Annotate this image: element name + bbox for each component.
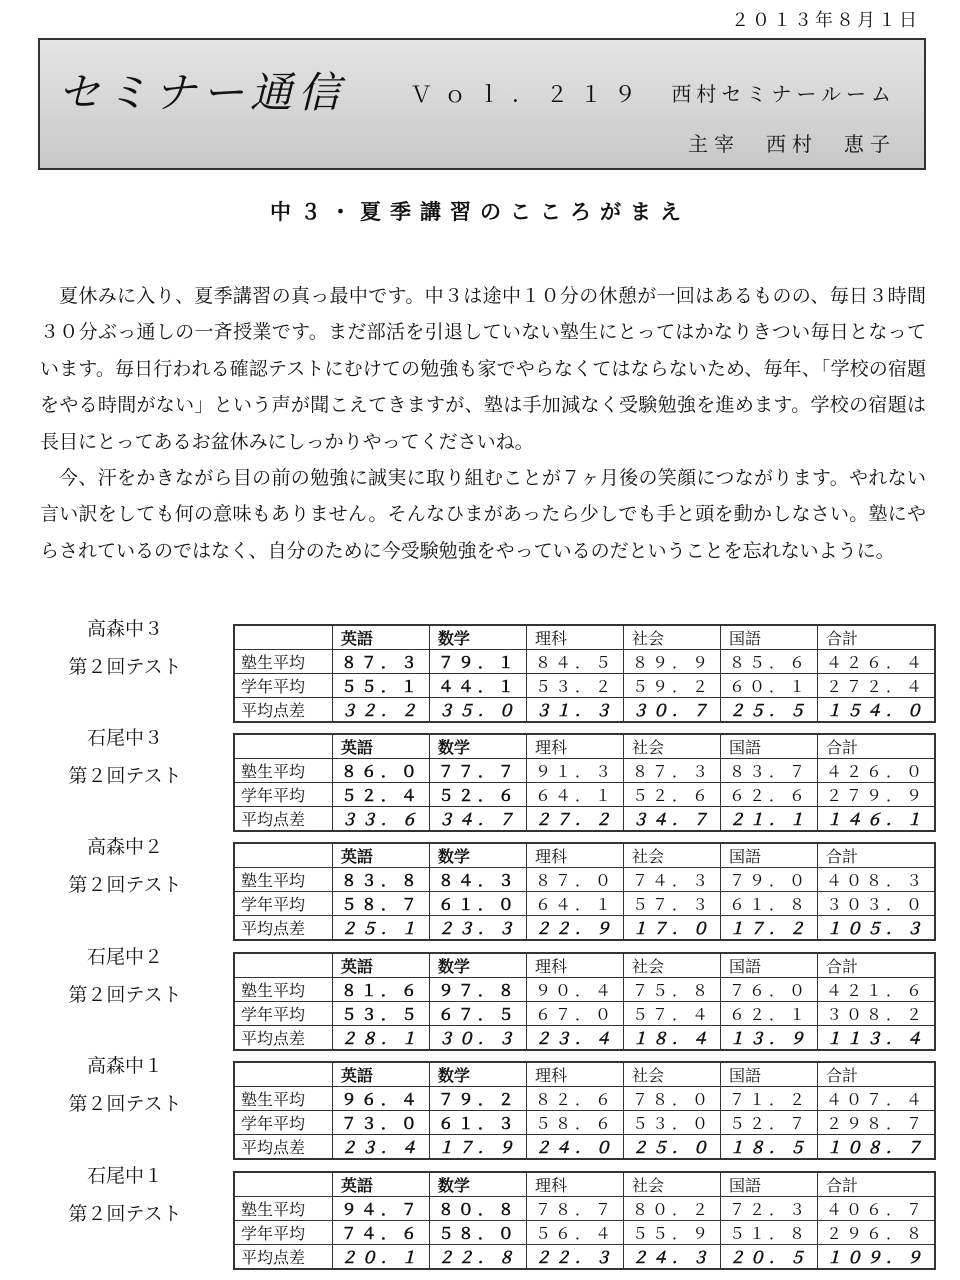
- score-cell: ３０３．０: [817, 892, 935, 916]
- score-cell: ２８．１: [332, 1026, 429, 1051]
- section-label: [40, 1047, 210, 1123]
- score-cell: ５３．０: [623, 1111, 720, 1135]
- score-cell: ２０．５: [720, 1245, 817, 1270]
- issue-date: ２０１３年８月１日: [731, 10, 920, 31]
- row-label: 平均点差: [234, 916, 332, 941]
- score-cell: ７９．１: [429, 650, 526, 674]
- column-header: 英語: [332, 1062, 429, 1087]
- column-header: 英語: [332, 734, 429, 759]
- column-header: 合計: [817, 953, 935, 978]
- score-cell: ４２１．６: [817, 978, 935, 1002]
- score-cell: ４４．１: [429, 674, 526, 698]
- score-cell: ９４．７: [332, 1197, 429, 1221]
- score-cell: ５２．７: [720, 1111, 817, 1135]
- score-cell: １０５．３: [817, 916, 935, 941]
- score-cell: ２５．１: [332, 916, 429, 941]
- row-label: 学年平均: [234, 1111, 332, 1135]
- table-row: [234, 674, 935, 698]
- corner-cell: [234, 1172, 332, 1197]
- score-cell: ７５．８: [623, 978, 720, 1002]
- score-cell: ８９．９: [623, 650, 720, 674]
- score-cell: ７３．０: [332, 1111, 429, 1135]
- score-cell: ２５．５: [720, 698, 817, 723]
- column-header: 数学: [429, 953, 526, 978]
- table-header-row: [234, 953, 935, 978]
- column-header: 国語: [720, 734, 817, 759]
- score-cell: ３２．２: [332, 698, 429, 723]
- section-label: [40, 828, 210, 904]
- table-row: [234, 1135, 935, 1160]
- score-cell: ６４．１: [526, 892, 623, 916]
- score-cell: ３５．０: [429, 698, 526, 723]
- score-section: [40, 610, 936, 718]
- score-cell: ５５．９: [623, 1221, 720, 1245]
- test-name: 第２回テスト: [68, 1093, 182, 1115]
- section-label: [40, 1157, 210, 1233]
- score-cell: １０８．７: [817, 1135, 935, 1160]
- score-cell: ８７．３: [623, 759, 720, 783]
- score-cell: ８０．２: [623, 1197, 720, 1221]
- row-label: 平均点差: [234, 807, 332, 832]
- row-label: 平均点差: [234, 698, 332, 723]
- score-cell: ６７．０: [526, 1002, 623, 1026]
- test-name: 第２回テスト: [68, 984, 182, 1006]
- score-cell: ８７．３: [332, 650, 429, 674]
- column-header: 国語: [720, 953, 817, 978]
- paragraph: 今、汗をかきながら目の前の勉強に誠実に取り組むことが７ヶ月後の笑顔につながります。やれない言い訳をしても何の意味もありません。そんなひまがあったら少しでも手と頭を動かしなさい。塾にやらされているのではなく、自分のために今受験勉強をやっているのだということを忘れないように。: [40, 467, 926, 562]
- column-header: 理科: [526, 843, 623, 868]
- column-header: 合計: [817, 625, 935, 650]
- score-cell: ６０．１: [720, 674, 817, 698]
- column-header: 理科: [526, 953, 623, 978]
- corner-cell: [234, 1062, 332, 1087]
- score-cell: ５６．４: [526, 1221, 623, 1245]
- row-label: 学年平均: [234, 783, 332, 807]
- score-cell: １８．４: [623, 1026, 720, 1051]
- score-cell: ７２．３: [720, 1197, 817, 1221]
- volume-number: Ｖｏｌ．２１９: [410, 83, 649, 108]
- table-row: [234, 1221, 935, 1245]
- score-cell: １４６．１: [817, 807, 935, 832]
- score-cell: １７．９: [429, 1135, 526, 1160]
- score-section: [40, 719, 936, 827]
- table-row: [234, 759, 935, 783]
- column-header: 社会: [623, 1172, 720, 1197]
- school-name: 高森中１: [86, 1055, 163, 1077]
- column-header: 合計: [817, 843, 935, 868]
- score-cell: ８７．０: [526, 868, 623, 892]
- column-header: 理科: [526, 1172, 623, 1197]
- score-cell: ６２．１: [720, 1002, 817, 1026]
- score-table: [233, 1171, 936, 1270]
- score-cell: ７１．２: [720, 1087, 817, 1111]
- column-header: 社会: [623, 734, 720, 759]
- column-header: 国語: [720, 1062, 817, 1087]
- score-cell: ５９．２: [623, 674, 720, 698]
- score-cell: ９０．４: [526, 978, 623, 1002]
- score-cell: ３４．７: [623, 807, 720, 832]
- score-cell: １１３．４: [817, 1026, 935, 1051]
- column-header: 国語: [720, 625, 817, 650]
- score-cell: ２１．１: [720, 807, 817, 832]
- row-label: 塾生平均: [234, 759, 332, 783]
- score-cell: ５３．５: [332, 1002, 429, 1026]
- score-cell: ２２．８: [429, 1245, 526, 1270]
- score-cell: ８２．６: [526, 1087, 623, 1111]
- column-header: 英語: [332, 1172, 429, 1197]
- score-section: [40, 828, 936, 936]
- corner-cell: [234, 625, 332, 650]
- score-cell: ２７２．４: [817, 674, 935, 698]
- table-row: [234, 1197, 935, 1221]
- score-cell: ６７．５: [429, 1002, 526, 1026]
- score-cell: ９６．４: [332, 1087, 429, 1111]
- column-header: 国語: [720, 1172, 817, 1197]
- score-cell: ８３．７: [720, 759, 817, 783]
- score-cell: ２５．０: [623, 1135, 720, 1160]
- score-cell: ４０６．７: [817, 1197, 935, 1221]
- table-row: [234, 1111, 935, 1135]
- test-name: 第２回テスト: [68, 765, 182, 787]
- score-cell: ７８．０: [623, 1087, 720, 1111]
- host-name: 主宰 西村 恵子: [688, 132, 896, 156]
- table-row: [234, 1002, 935, 1026]
- row-label: 塾生平均: [234, 650, 332, 674]
- score-cell: ９１．３: [526, 759, 623, 783]
- score-cell: ５２．６: [429, 783, 526, 807]
- score-cell: ８１．６: [332, 978, 429, 1002]
- column-header: 社会: [623, 843, 720, 868]
- table-row: [234, 1245, 935, 1270]
- score-cell: ８５．６: [720, 650, 817, 674]
- column-header: 理科: [526, 734, 623, 759]
- school-name: 高森中２: [86, 836, 163, 858]
- table-row: [234, 978, 935, 1002]
- score-cell: ５１．８: [720, 1221, 817, 1245]
- row-label: 平均点差: [234, 1135, 332, 1160]
- table-header-row: [234, 843, 935, 868]
- column-header: 社会: [623, 1062, 720, 1087]
- row-label: 学年平均: [234, 892, 332, 916]
- row-label: 平均点差: [234, 1245, 332, 1270]
- corner-cell: [234, 843, 332, 868]
- column-header: 国語: [720, 843, 817, 868]
- organization-name: 西村セミナールーム: [671, 82, 896, 106]
- row-label: 学年平均: [234, 1221, 332, 1245]
- test-name: 第２回テスト: [68, 874, 182, 896]
- test-name: 第２回テスト: [68, 1203, 182, 1225]
- score-cell: ２３．４: [332, 1135, 429, 1160]
- score-cell: ２３．３: [429, 916, 526, 941]
- score-section: [40, 1047, 936, 1155]
- score-cell: ８６．０: [332, 759, 429, 783]
- test-name: 第２回テスト: [68, 656, 182, 678]
- column-header: 合計: [817, 1062, 935, 1087]
- score-cell: ８４．５: [526, 650, 623, 674]
- score-cell: ４２６．０: [817, 759, 935, 783]
- score-cell: ３０．３: [429, 1026, 526, 1051]
- paragraph: 夏休みに入り、夏季講習の真っ最中です。中３は途中１０分の休憩が一回はあるものの、毎日３時間３０分ぶっ通しの一斉授業です。まだ部活を引退していない塾生にとってはかなりきつい毎日となっています。毎日行われる確認テストにむけての勉強も家でやらなくてはならないため、毎年、「学校の宿題をやる時間がない」という声が聞こえてきますが、塾は手加減なく受験勉強を進めます。学校の宿題は長目にとってあるお盆休みにしっかりやってくださいね。: [40, 285, 926, 453]
- score-cell: ５７．３: [623, 892, 720, 916]
- row-label: 塾生平均: [234, 1197, 332, 1221]
- score-cell: ２９８．７: [817, 1111, 935, 1135]
- score-cell: ５８．６: [526, 1111, 623, 1135]
- row-label: 平均点差: [234, 1026, 332, 1051]
- score-cell: ３０８．２: [817, 1002, 935, 1026]
- column-header: 社会: [623, 953, 720, 978]
- score-cell: ７４．３: [623, 868, 720, 892]
- table-row: [234, 1087, 935, 1111]
- score-cell: １８．５: [720, 1135, 817, 1160]
- score-cell: ３３．６: [332, 807, 429, 832]
- column-header: 合計: [817, 734, 935, 759]
- score-cell: １０９．９: [817, 1245, 935, 1270]
- score-cell: ６４．１: [526, 783, 623, 807]
- score-cell: ８０．８: [429, 1197, 526, 1221]
- column-header: 数学: [429, 625, 526, 650]
- score-cell: ６２．６: [720, 783, 817, 807]
- column-header: 理科: [526, 625, 623, 650]
- column-header: 合計: [817, 1172, 935, 1197]
- score-cell: ４０８．３: [817, 868, 935, 892]
- column-header: 数学: [429, 734, 526, 759]
- score-cell: ７７．７: [429, 759, 526, 783]
- table-row: [234, 916, 935, 941]
- score-cell: ５８．７: [332, 892, 429, 916]
- table-header-row: [234, 1172, 935, 1197]
- row-label: 塾生平均: [234, 868, 332, 892]
- table-header-row: [234, 734, 935, 759]
- score-cell: １７．０: [623, 916, 720, 941]
- column-header: 数学: [429, 1172, 526, 1197]
- school-name: 石尾中３: [86, 727, 163, 749]
- table-header-row: [234, 625, 935, 650]
- column-header: 英語: [332, 843, 429, 868]
- newsletter-title: セミナー通信: [58, 68, 347, 117]
- table-header-row: [234, 1062, 935, 1087]
- score-cell: ２２．９: [526, 916, 623, 941]
- score-cell: ７６．０: [720, 978, 817, 1002]
- score-cell: ５３．２: [526, 674, 623, 698]
- score-cell: ９７．８: [429, 978, 526, 1002]
- score-table: [233, 624, 936, 723]
- score-cell: １３．９: [720, 1026, 817, 1051]
- score-cell: ５８．０: [429, 1221, 526, 1245]
- column-header: 英語: [332, 953, 429, 978]
- score-cell: ３０．７: [623, 698, 720, 723]
- score-cell: ３４．７: [429, 807, 526, 832]
- score-cell: ２３．４: [526, 1026, 623, 1051]
- section-label: [40, 719, 210, 795]
- score-table: [233, 1061, 936, 1160]
- score-table: [233, 733, 936, 832]
- score-table: [233, 842, 936, 941]
- column-header: 数学: [429, 1062, 526, 1087]
- table-row: [234, 868, 935, 892]
- score-cell: ５５．１: [332, 674, 429, 698]
- score-cell: １７．２: [720, 916, 817, 941]
- school-name: 高森中３: [86, 618, 163, 640]
- score-cell: ２９６．８: [817, 1221, 935, 1245]
- score-cell: ２０．１: [332, 1245, 429, 1270]
- article-headline: 中３・夏季講習のこころがまえ: [270, 200, 690, 224]
- section-label: [40, 938, 210, 1014]
- score-cell: ４２６．４: [817, 650, 935, 674]
- score-cell: ２７９．９: [817, 783, 935, 807]
- row-label: 塾生平均: [234, 1087, 332, 1111]
- table-row: [234, 892, 935, 916]
- score-section: [40, 1157, 936, 1265]
- table-row: [234, 650, 935, 674]
- score-cell: ５２．６: [623, 783, 720, 807]
- score-cell: ２４．０: [526, 1135, 623, 1160]
- corner-cell: [234, 734, 332, 759]
- column-header: 社会: [623, 625, 720, 650]
- score-cell: ８４．３: [429, 868, 526, 892]
- school-name: 石尾中１: [86, 1165, 163, 1187]
- score-table: [233, 952, 936, 1051]
- column-header: 英語: [332, 625, 429, 650]
- score-cell: ３１．３: [526, 698, 623, 723]
- table-row: [234, 783, 935, 807]
- score-cell: ６１．０: [429, 892, 526, 916]
- score-cell: ５７．４: [623, 1002, 720, 1026]
- row-label: 塾生平均: [234, 978, 332, 1002]
- score-cell: ７８．７: [526, 1197, 623, 1221]
- article-body: [40, 278, 926, 569]
- row-label: 学年平均: [234, 1002, 332, 1026]
- score-cell: ６１．３: [429, 1111, 526, 1135]
- row-label: 学年平均: [234, 674, 332, 698]
- score-cell: １５４．０: [817, 698, 935, 723]
- corner-cell: [234, 953, 332, 978]
- score-cell: ７９．２: [429, 1087, 526, 1111]
- score-section: [40, 938, 936, 1046]
- score-cell: ５２．４: [332, 783, 429, 807]
- masthead: [38, 38, 926, 170]
- score-cell: ２４．３: [623, 1245, 720, 1270]
- column-header: 数学: [429, 843, 526, 868]
- score-cell: ７９．０: [720, 868, 817, 892]
- score-cell: ４０７．４: [817, 1087, 935, 1111]
- score-cell: ２２．３: [526, 1245, 623, 1270]
- score-cell: ６１．８: [720, 892, 817, 916]
- score-cell: ２７．２: [526, 807, 623, 832]
- school-name: 石尾中２: [86, 946, 163, 968]
- section-label: [40, 610, 210, 686]
- score-cell: ８３．８: [332, 868, 429, 892]
- column-header: 理科: [526, 1062, 623, 1087]
- score-cell: ７４．６: [332, 1221, 429, 1245]
